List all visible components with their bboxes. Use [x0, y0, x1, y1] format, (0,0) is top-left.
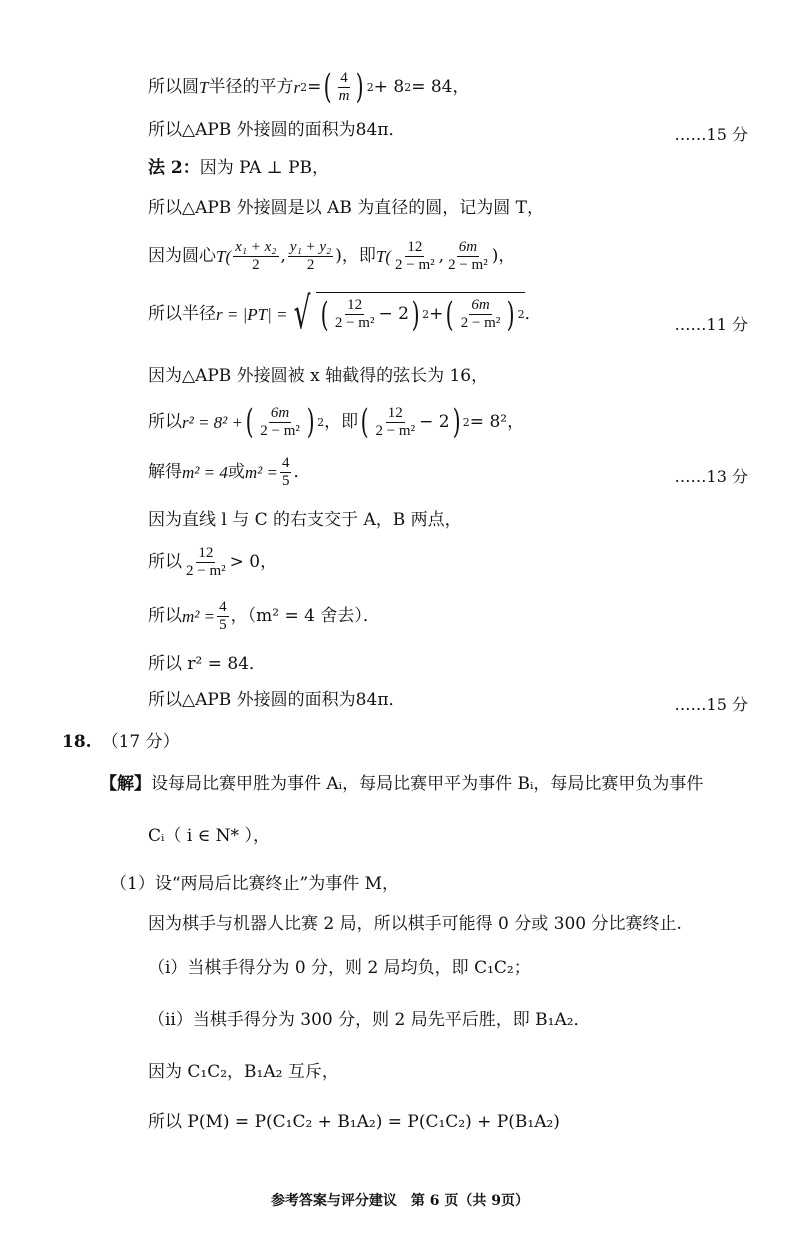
score-13: ……13 分	[674, 467, 748, 486]
case-ii: （ii）当棋手得分为 300 分，则 2 局先平后胜，即 B₁A₂．	[148, 1010, 591, 1030]
m-squared-result: 所以 m² = $\frac{4}{5}$ ，（m² = 4 舍去）．	[148, 599, 380, 633]
area-line-1: 所以△APB 外接圆的面积为84π．	[148, 120, 406, 140]
case-i: （i）当棋手得分为 0 分，则 2 局均负，即 C₁C₂；	[148, 958, 531, 978]
r-squared-equation: 所以 r² = 8² + ( $\frac{6m}{\text{2 − m²}}$ ) 2 ，即 ( $\frac{12}{\text{2 − m²}}$ − 2 ) 2 = 8²，	[148, 402, 525, 442]
score-15-a: ……15 分	[674, 125, 748, 144]
mutually-exclusive: 因为 C₁C₂，B₁A₂ 互斥，	[148, 1062, 339, 1082]
center-formula: 因为圆心 T( $\frac{\text{x₁ + x₂}}{2}$ , $\frac{\text{y₁ + y₂}}{2}$ )，即 T( $\frac{12}{\text{2 − m²}}$ , $\frac{6m}{\text{2 − m²}}$ )，	[148, 239, 516, 273]
radius-formula: 所以半径 r = |PT| = √ ( $\frac{12}{\text{2 − m²}}$ − 2 ) 2 + ( $\frac{6m}{\text{2 − m²}}$ ) 2 ．	[148, 288, 542, 339]
score-15-b: ……15 分	[674, 695, 748, 714]
chord-statement: 因为△APB 外接圆被 x 轴截得的弦长为 16，	[148, 366, 489, 386]
area-line-2: 所以△APB 外接圆的面积为84π．	[148, 690, 406, 710]
solution-intro: 【解】 设每局比赛甲胜为事件 Aᵢ，每局比赛甲平为事件 Bᵢ，每局比赛甲负为事件	[100, 774, 704, 794]
right-branch-statement: 因为直线 l 与 C 的右支交于 A，B 两点，	[148, 510, 462, 530]
page-footer: 参考答案与评分建议 第 6 页（共 9页）	[270, 1193, 530, 1209]
solution-intro-cont: Cᵢ（ i ∈ N* ），	[148, 826, 270, 846]
part-1-reason: 因为棋手与机器人比赛 2 局，所以棋手可能得 0 分或 300 分比赛终止.	[148, 914, 682, 934]
probability-formula: 所以 P(M) = P(C₁C₂ + B₁A₂) = P(C₁C₂) + P(B₁A₂)	[148, 1112, 560, 1132]
solve-m-squared: 解得 m² = 4 或 m² = $\frac{4}{5}$ ．	[148, 455, 311, 489]
circle-t-statement: 所以△APB 外接圆是以 AB 为直径的圆，记为圆 T，	[148, 198, 545, 218]
score-11: ……11 分	[674, 315, 748, 334]
inequality-line: 所以 $\frac{12}{\text{2 − m²}}$ > 0，	[148, 545, 278, 579]
formula-radius-square: 所以圆 T 半径的平方 r 2 = ( $\frac{4}{m}$ ) 2 + 8 2 = 84，	[148, 67, 470, 107]
part-1-heading: （1）设“两局后比赛终止”为事件 M，	[110, 874, 400, 894]
question-18-heading: 18. （17 分）	[62, 732, 180, 752]
r-squared-result: 所以 r² = 84．	[148, 654, 267, 674]
method-2-heading: 法 2： 因为 PA ⊥ PB，	[148, 158, 330, 178]
